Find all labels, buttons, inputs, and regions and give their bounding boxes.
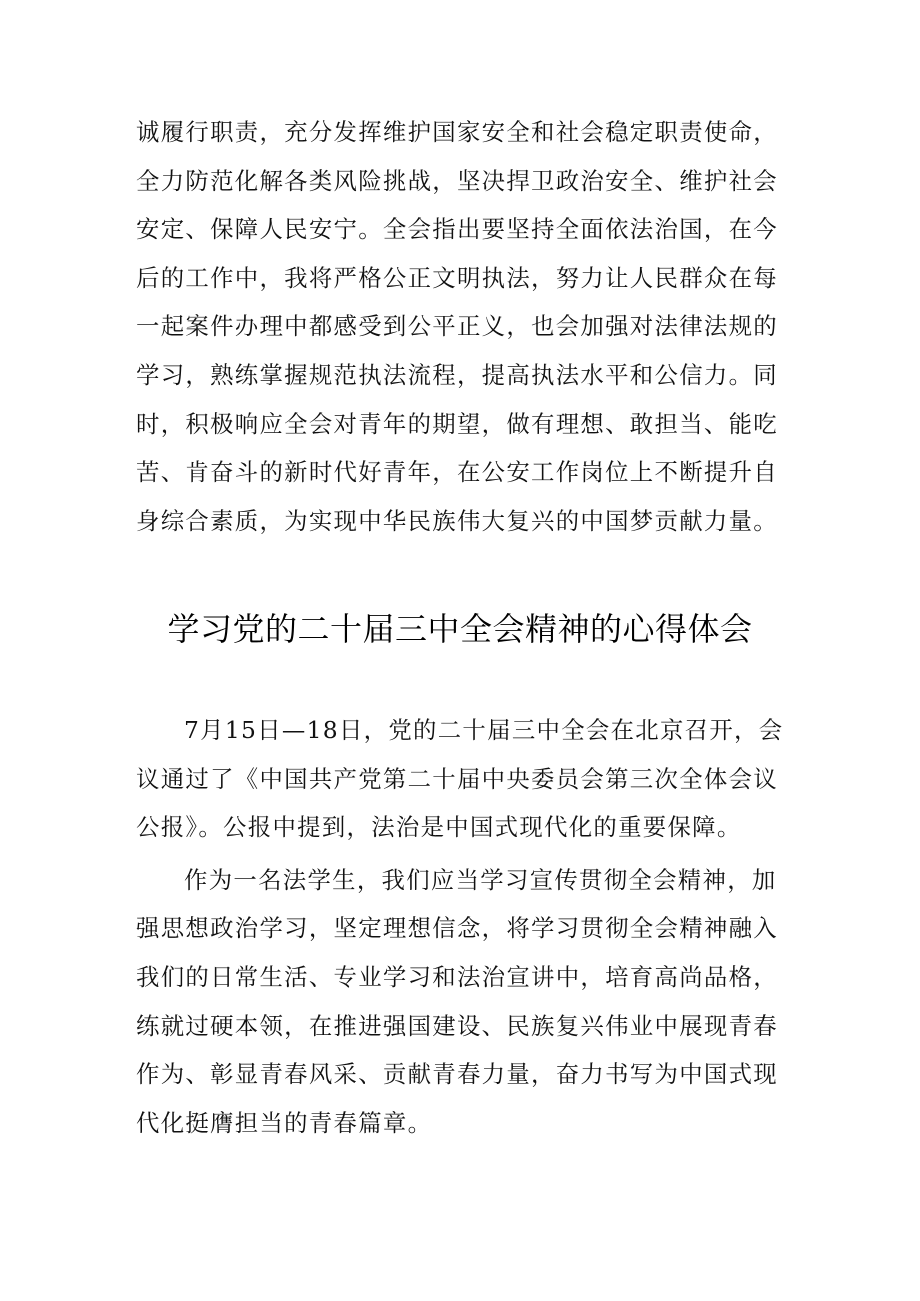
essay-title: 学习党的二十届三中全会精神的心得体会 [167,610,753,648]
continuation-paragraph: 诚履行职责，充分发挥维护国家安全和社会稳定职责使命，全力防范化解各类风险挑战，坚决捍卫政治安全、维护社会安定、保障人民安宁。全会指出要坚持全面依法治国，在今后的工作中，我将严格公正文明执法，努力让人民群众在每一起案件办理中都感受到公平正义，也会加强对法律法规的学习，熟练掌握规范执法流程，提高执法水平和公信力。同时，积极响应全会对青年的期望，做有理想、敢担当、能吃苦、肯奋斗的新时代好青年，在公安工作岗位上不断提升自身综合素质，为实现中华民族伟大复兴的中国梦贡献力量。 [136,118,778,535]
body-paragraph-2: 作为一名法学生，我们应当学习宣传贯彻全会精神，加强思想政治学习，坚定理想信念，将学习贯彻全会精神融入我们的日常生活、专业学习和法治宣讲中，培育高尚品格，练就过硬本领，在推进强国建设、民族复兴伟业中展现青春作为、彰显青春风采、贡献青春力量，奋力书写为中国式现代化挺膺担当的青春篇章。 [136,865,778,1137]
continuation-text [136,108,796,545]
essay-body [136,706,796,1147]
body-paragraph-1: 7月15日—18日，党的二十届三中全会在北京召开，会议通过了《中国共产党第二十届中央委员会第三次全体会议公报》。公报中提到，法治是中国式现代化的重要保障。 [136,716,784,842]
